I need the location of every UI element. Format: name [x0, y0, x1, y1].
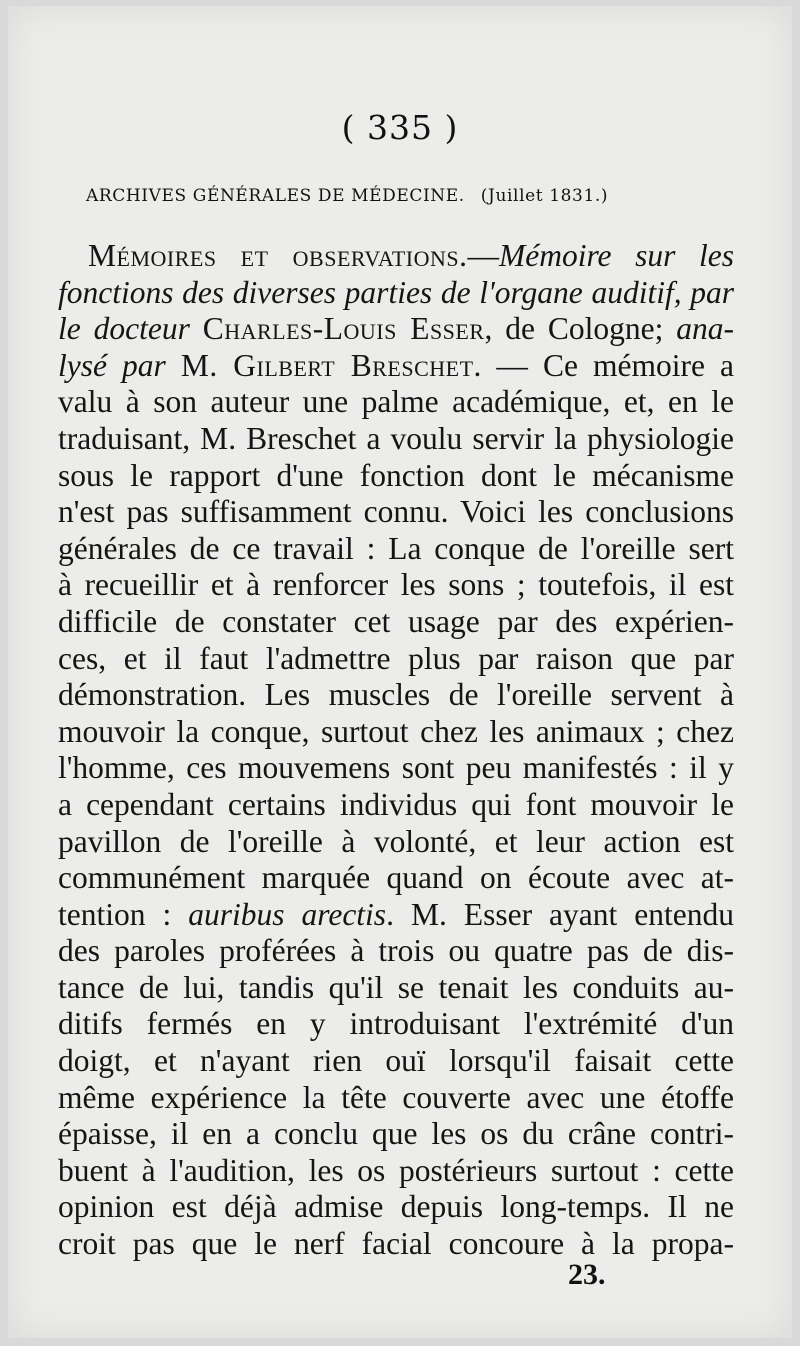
text-line: n'est pas suffisamment connu. Voici les conclusions [58, 494, 734, 530]
author-name: Charles-Louis Esser [202, 311, 485, 347]
article-title: Mémoire sur les [498, 238, 734, 273]
text-segment: . — Ce mémoire a [473, 347, 734, 383]
text-line [58, 311, 734, 348]
journal-title: ARCHIVES GÉNÉRALES DE MÉDECINE. [86, 186, 465, 206]
text-line [58, 897, 734, 934]
text-line: doigt, et n'ayant rien ouï lorsqu'il faisait cette [58, 1043, 734, 1079]
text-line: communément marquée quand on écoute avec at- [58, 860, 734, 896]
text-line: des paroles proférées à trois ou quatre pas de dis- [58, 933, 734, 969]
text-line: sous le rapport d'une fonction dont le mécanisme [58, 457, 734, 493]
body-text [58, 238, 734, 1263]
text-line: même expérience la tête couverte avec une étoffe [58, 1079, 734, 1115]
text-line: démonstration. Les muscles de l'oreille servent à [58, 677, 734, 713]
signature-mark: 23. [568, 1258, 606, 1291]
issue-date: (Juillet 1831.) [480, 186, 609, 206]
running-head [86, 186, 608, 206]
text-line: buent à l'audition, les os postérieurs surtout : cette [58, 1152, 734, 1188]
text-line: ditifs fermés en y introduisant l'extrémité d'un [58, 1006, 734, 1042]
text-segment: lysé par [58, 347, 181, 383]
text-line: l'homme, ces mouvemens sont peu manifestés : il y [58, 750, 734, 786]
text-line: opinion est déjà admise depuis long-temps. Il ne [58, 1189, 734, 1225]
text-line: tance de lui, tandis qu'il se tenait les conduits au- [58, 969, 734, 1005]
page-number: ( 335 ) [341, 108, 459, 147]
text-segment: ana- [676, 311, 734, 347]
text-line: générales de ce travail : La conque de l'oreille sert [58, 530, 734, 566]
text-line: croit pas que le nerf facial concoure à la propa- [58, 1226, 734, 1262]
text-line [58, 238, 734, 275]
section-heading: Mémoires et observations. [88, 238, 468, 273]
text-line: a cependant certains individus qui font mouvoir le [58, 786, 734, 822]
text-line: pavillon de l'oreille à volonté, et leur action est [58, 823, 734, 859]
text-segment: tention : [58, 896, 189, 932]
text-line [58, 348, 734, 385]
text-line: valu à son auteur une palme académique, et, en le [58, 384, 734, 420]
text-segment: . M. Esser ayant entendu [386, 896, 734, 932]
translator-name: M. Gilbert Breschet [180, 347, 474, 383]
text-segment: le docteur [58, 311, 203, 347]
text-line: traduisant, M. Breschet a voulu servir la physiologie [58, 420, 734, 456]
text-line: difficile de constater cet usage par des expérien- [58, 603, 734, 639]
text-line: fonctions des diverses parties de l'organe auditif, par [58, 274, 734, 310]
latin-phrase: auribus arectis [188, 896, 387, 932]
text-line: ces, et il faut l'admettre plus par raison que par [58, 640, 734, 676]
dash: — [467, 238, 499, 273]
text-segment: , de Cologne; [484, 311, 677, 347]
text-line: épaisse, il en a conclu que les os du crâne contri- [58, 1116, 734, 1152]
text-line: mouvoir la conque, surtout chez les animaux ; chez [58, 713, 734, 749]
text-line: à recueillir et à renforcer les sons ; toutefois, il est [58, 567, 734, 603]
